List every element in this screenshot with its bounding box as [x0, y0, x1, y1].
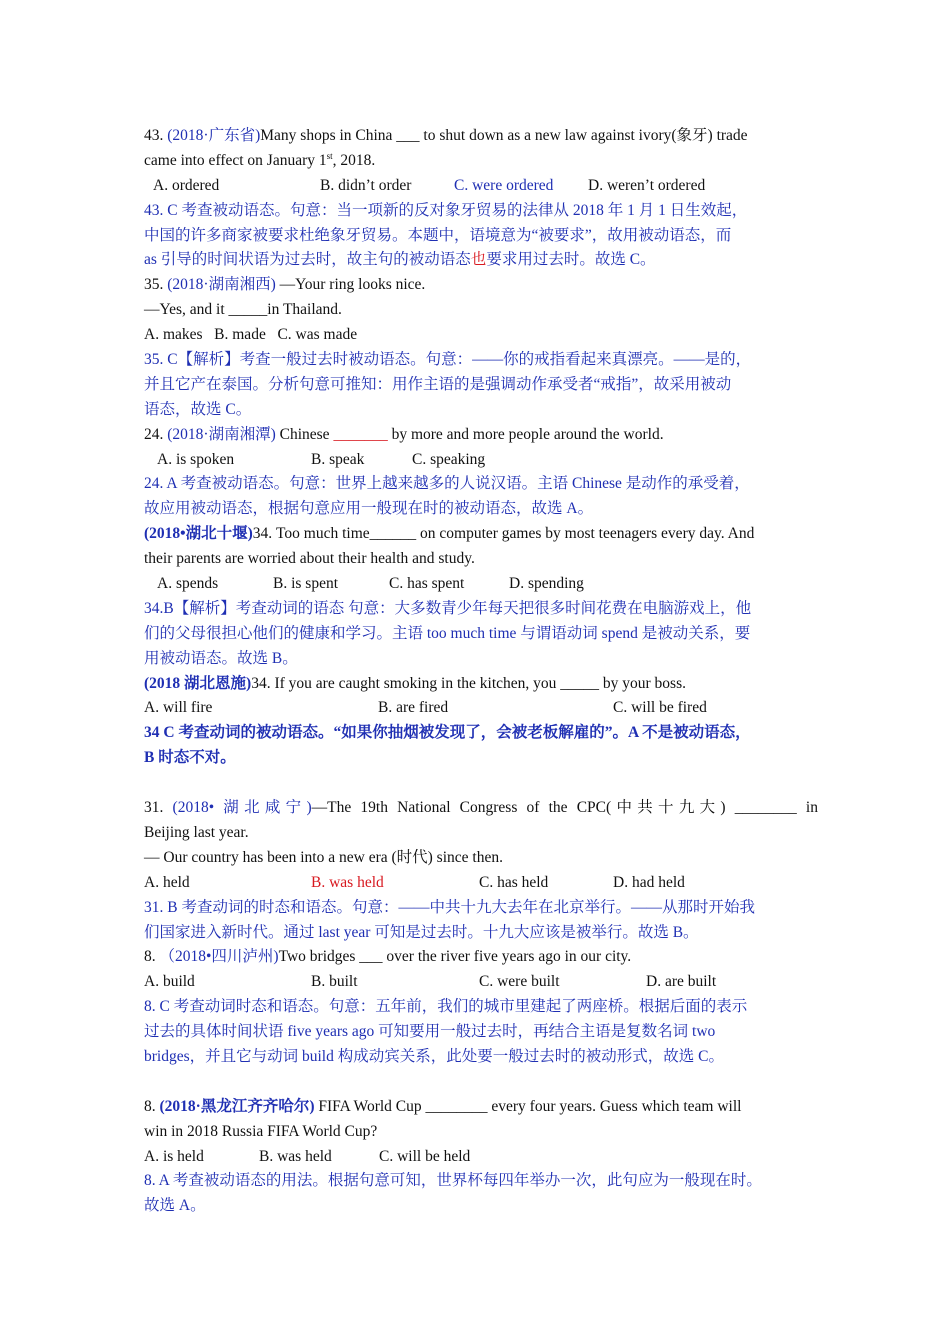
option-c: C. were ordered: [454, 176, 554, 194]
option-d: D. weren’t ordered: [588, 176, 706, 194]
question-34-enshi-options: [144, 696, 818, 721]
question-source: (2018·湖南湘潭): [167, 425, 276, 443]
answer-blank: _______: [333, 425, 388, 443]
answer-35-line2: 并且它产在泰国。分析句意可推知：用作主语的是强调动作承受者“戒指”，故采用被动: [144, 375, 732, 393]
question-8-luzhou-stem: 8. （2018•四川泸州)Two bridges ___ over the river five years ago in our city.: [144, 948, 632, 966]
question-source: （2018•四川泸州): [159, 948, 279, 966]
question-24-stem: 24. (2018·湖南湘潭) Chinese _______ by more and more people around the world.: [144, 425, 664, 443]
option-d: D. had held: [613, 873, 685, 891]
option-b: B. didn’t order: [320, 176, 412, 194]
question-35-options: A. makes B. made C. was made: [144, 326, 358, 344]
answer-24-line2: 故应用被动语态，根据句意应用一般现在时的被动语态，故选 A。: [144, 500, 594, 518]
question-source: (2018·黑龙江齐齐哈尔): [159, 1097, 315, 1115]
option-b: B. is spent: [273, 575, 339, 593]
answer-24-line1: 24. A 考查被动语态。句意：世界上越来越多的人说汉语。主语 Chinese 是动作的承受着，: [144, 475, 750, 493]
question-8-qiqihar-stem-line1: 8. (2018·黑龙江齐齐哈尔) FIFA World Cup ________ every four years. Guess which team will: [144, 1097, 742, 1115]
question-source: (2018·湖南湘西): [167, 276, 276, 294]
option-d: D. are built: [646, 973, 717, 991]
question-34-enshi-stem: (2018 湖北恩施)34. If you are caught smoking in the kitchen, you _____ by your boss.: [144, 674, 686, 692]
answer-8-luzhou-line1: 8. C 考查动词时态和语态。句意：五年前，我们的城市里建起了两座桥。根据后面的表示: [144, 998, 748, 1016]
question-34-shiyan-stem-line2: their parents are worried about their health and study.: [144, 550, 475, 568]
question-source: (2018 湖北恩施): [144, 674, 252, 692]
answer-43-line3: as 引导的时间状语为过去时，故主句的被动语态也要求用过去时。故选 C。: [144, 251, 656, 269]
question-8-qiqihar-options: [144, 1145, 818, 1170]
question-source: (2018• 湖北咸宁): [172, 799, 312, 817]
option-a: A. held: [144, 873, 190, 891]
option-a: A. ordered: [153, 176, 220, 194]
option-c: C. will be held: [379, 1147, 471, 1165]
question-43-stem-line2: came into effect on January 1st, 2018.: [144, 150, 376, 169]
document-page: [144, 124, 818, 1219]
question-31-stem-line2: Beijing last year.: [144, 823, 249, 841]
option-c: C. were built: [479, 973, 560, 991]
question-24-options: [144, 448, 818, 473]
question-8-luzhou-options: [144, 970, 818, 995]
question-31-options: [144, 871, 818, 896]
option-b: B. are fired: [378, 699, 449, 717]
option-a: A. spends: [157, 575, 219, 593]
option-b: B. built: [311, 973, 358, 991]
option-b: B. was held: [311, 873, 384, 891]
option-c: C. speaking: [412, 450, 486, 468]
option-a: A. is held: [144, 1147, 204, 1165]
answer-35-line1: 35. C【解析】考查一般过去时被动语态。句意：——你的戒指看起来真漂亮。——是的，: [144, 351, 752, 369]
answer-8-luzhou-line2: 过去的具体时间状语 five years ago 可知要用一般过去时，再结合主语是复数名词 two: [144, 1023, 716, 1041]
option-a: A. will fire: [144, 699, 213, 717]
answer-31-line2: 们国家进入新时代。通过 last year 可知是过去时。十九大应该是被举行。故选 B。: [144, 923, 699, 941]
question-43-options: [144, 174, 818, 199]
question-43-stem-line1: 43. (2018·广东省)Many shops in China ___ to shut down as a new law against ivory(象牙) trade: [144, 127, 748, 144]
question-31-stem-line3: — Our country has been into a new era (时代) since then.: [144, 848, 503, 866]
answer-34-shiyan-line2: 们的父母很担心他们的健康和学习。主语 too much time 与谓语动词 spend 是被动关系，要: [144, 624, 751, 642]
answer-8-qiqihar-line2: 故选 A。: [144, 1197, 206, 1215]
question-source: (2018·广东省): [167, 127, 261, 144]
question-34-shiyan-options: [144, 572, 818, 597]
option-c: C. has spent: [389, 575, 465, 593]
question-31-stem-line1: 31. (2018• 湖北咸宁)—The 19th National Congress of the CPC(中共十九大) ________ in: [144, 799, 818, 817]
option-a: A. is spoken: [157, 450, 235, 468]
question-source: (2018•湖北十堰): [144, 525, 253, 543]
option-b: B. speak: [311, 450, 365, 468]
question-35-stem-line1: 35. (2018·湖南湘西) —Your ring looks nice.: [144, 276, 426, 294]
question-8-qiqihar-stem-line2: win in 2018 Russia FIFA World Cup?: [144, 1122, 378, 1140]
option-a: A. build: [144, 973, 195, 991]
answer-31-line1: 31. B 考查动词的时态和语态。句意：——中共十九大去年在北京举行。——从那时开始我: [144, 898, 755, 916]
answer-34-shiyan-line1: 34.B【解析】考查动词的语态 句意：大多数青少年每天把很多时间花费在电脑游戏上，他: [144, 599, 752, 617]
answer-8-luzhou-line3: bridges，并且它与动词 build 构成动宾关系，此处要一般过去时的被动形式，故选 C。: [144, 1047, 724, 1065]
answer-34-shiyan-line3: 用被动语态。故选 B。: [144, 649, 298, 667]
answer-43-line1: 43. C 考查被动语态。句意：当一项新的反对象牙贸易的法律从 2018 年 1 月 1 日生效起，: [144, 201, 748, 219]
answer-34-enshi-line1: 34 C 考查动词的被动语态。“如果你抽烟被发现了，会被老板解雇的”。A 不是被动语态，: [144, 724, 751, 742]
answer-43-line2: 中国的许多商家被要求杜绝象牙贸易。本题中，语境意为“被要求”，故用被动语态，而: [144, 226, 732, 244]
option-b: B. was held: [259, 1147, 332, 1165]
answer-34-enshi-line2: B 时态不对。: [144, 749, 236, 767]
answer-35-line3: 语态，故选 C。: [144, 400, 252, 418]
option-c: C. has held: [479, 873, 549, 891]
option-c: C. will be fired: [613, 699, 707, 717]
option-d: D. spending: [509, 575, 584, 593]
question-34-shiyan-stem-line1: (2018•湖北十堰)34. Too much time______ on computer games by most teenagers every day. And: [144, 525, 755, 543]
question-35-stem-line2: —Yes, and it _____in Thailand.: [144, 301, 342, 319]
answer-8-qiqihar-line1: 8. A 考查被动语态的用法。根据句意可知，世界杯每四年举办一次，此句应为一般现在时。: [144, 1172, 762, 1190]
